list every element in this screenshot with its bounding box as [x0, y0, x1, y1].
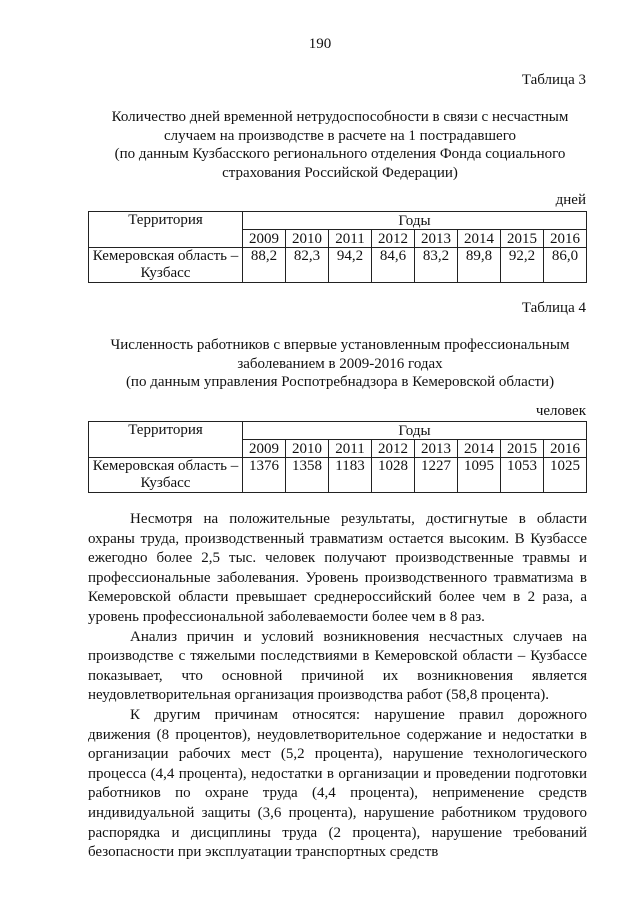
row-territory-line: Кузбасс: [140, 265, 191, 281]
value-cell: 92,2: [501, 248, 544, 283]
year-cell: 2014: [458, 230, 501, 248]
table3: [88, 211, 587, 283]
year-cell: 2010: [286, 230, 329, 248]
table3-title-line: Количество дней временной нетрудоспособности в связи с несчастным: [111, 109, 569, 125]
table4-title-line: заболеванием в 2009-2016 годах: [237, 355, 443, 372]
value-cell: 1025: [544, 458, 587, 493]
paragraph: Несмотря на положительные результаты, достигнутые в области охраны труда, производственный травматизм остается высоким. В Кузбассе ежегодно более 2,5 тыс. человек получают производственные травмы и профессиональные заболевания. Уровень производственного травматизма в Кемеровской области превышает среднероссийский более чем в 2 раза, а уровень профессиональной заболеваемости более чем в 8 раз.: [88, 511, 587, 625]
value-cell: 86,0: [544, 248, 587, 283]
year-cell: 2013: [415, 230, 458, 248]
table3-title-line: (по данным Кузбасского регионального отделения Фонда социального: [114, 146, 566, 162]
paragraph: Анализ причин и условий возникновения несчастных случаев на производстве с тяжелыми последствиями в Кемеровской области – Кузбассе показывает, что основной причиной их возникновения является неудовлетворительная организация производства работ (58,8 процента).: [88, 628, 587, 704]
value-cell: 94,2: [329, 248, 372, 283]
value-cell: 1053: [501, 458, 544, 493]
header-years: Годы: [243, 422, 587, 440]
table4-title-line: Численность работников с впервые установленным профессиональным: [110, 337, 570, 353]
year-cell: 2010: [286, 440, 329, 458]
year-cell: 2016: [544, 440, 587, 458]
table3-label: Таблица 3: [521, 72, 586, 88]
row-territory-line: Кузбасс: [140, 475, 191, 491]
row-territory-line: Кемеровская область –: [92, 458, 239, 474]
value-cell: 89,8: [458, 248, 501, 283]
value-cell: 84,6: [372, 248, 415, 283]
value-cell: 1028: [372, 458, 415, 493]
table4-label: Таблица 4: [521, 300, 586, 316]
header-years: Годы: [243, 212, 587, 230]
table-header-row: [89, 212, 587, 230]
row-territory: [89, 458, 243, 493]
year-cell: 2011: [329, 440, 372, 458]
table3-title-line: страхования Российской Федерации): [222, 164, 458, 181]
table3-title: [80, 108, 600, 182]
row-territory-line: Кемеровская область –: [92, 248, 239, 264]
table3-unit: дней: [555, 192, 586, 208]
value-cell: 1376: [243, 458, 286, 493]
paragraph: К другим причинам относятся: нарушение правил дорожного движения (8 процентов), неудовлетворительное содержание и недостатки в организации рабочих мест (5,2 процента), нарушение технологического процесса (4,4 процента), недостатки в организации и проведении подготовки работников по охране труда (4,4 процента), неприменение средств индивидуальной защиты (3,6 процента), нарушение работником трудового распорядка и дисциплины труда (2 процента), нарушение требований безопасности при эксплуатации транспортных средств: [88, 706, 587, 861]
table4-title-line: (по данным управления Роспотребнадзора в Кемеровской области): [125, 374, 555, 390]
value-cell: 1227: [415, 458, 458, 493]
value-cell: 1183: [329, 458, 372, 493]
table-row: [89, 248, 587, 283]
page-number: 190: [308, 36, 332, 52]
year-cell: 2015: [501, 230, 544, 248]
value-cell: 1095: [458, 458, 501, 493]
table3-title-line: случаем на производстве в расчете на 1 пострадавшего: [164, 127, 516, 144]
year-cell: 2014: [458, 440, 501, 458]
header-territory: Территория: [89, 422, 243, 458]
row-territory: [89, 248, 243, 283]
year-cell: 2015: [501, 440, 544, 458]
value-cell: 82,3: [286, 248, 329, 283]
year-cell: 2011: [329, 230, 372, 248]
body-text: [88, 510, 587, 863]
year-cell: 2009: [243, 230, 286, 248]
table-row: [89, 458, 587, 493]
table-header-row: [89, 422, 587, 440]
table4-title: [80, 336, 600, 392]
value-cell: 1358: [286, 458, 329, 493]
year-cell: 2012: [372, 440, 415, 458]
table4-unit: человек: [535, 403, 586, 419]
year-cell: 2016: [544, 230, 587, 248]
value-cell: 83,2: [415, 248, 458, 283]
year-cell: 2012: [372, 230, 415, 248]
year-cell: 2013: [415, 440, 458, 458]
year-cell: 2009: [243, 440, 286, 458]
table4: [88, 421, 587, 493]
header-territory: Территория: [89, 212, 243, 248]
value-cell: 88,2: [243, 248, 286, 283]
